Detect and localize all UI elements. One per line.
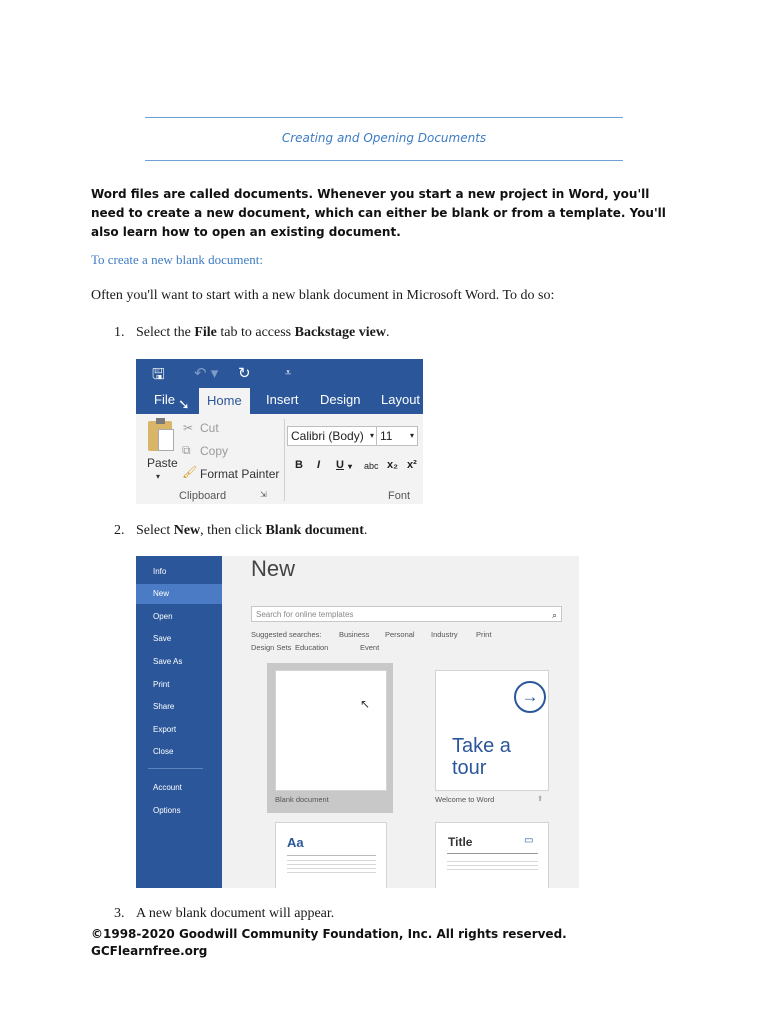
underline-dropdown-icon[interactable]: ▾ (348, 462, 353, 471)
nav-item-save[interactable]: Save (153, 634, 172, 643)
footer-site: GCFlearnfree.org (91, 944, 208, 958)
template-title-text: Title (448, 835, 473, 849)
nav-item-print[interactable]: Print (153, 680, 170, 689)
search-icon[interactable]: ⌕ (551, 610, 557, 620)
nav-item-options[interactable]: Options (153, 806, 181, 815)
group-label-clipboard: Clipboard (179, 490, 227, 502)
chevron-down-icon: ▾ (409, 431, 414, 440)
format-painter-icon: 🖌 (182, 465, 198, 479)
customize-qat-icon[interactable]: ⩡ (285, 367, 292, 379)
template-label-welcome: Welcome to Word (435, 795, 495, 804)
arrow-right-icon: → (514, 681, 546, 713)
copy-icon: ⧉ (182, 443, 191, 457)
format-painter-button[interactable]: Format Painter (200, 467, 280, 481)
font-size-select[interactable]: 11 ▾ (376, 426, 418, 446)
dialog-launcher-icon[interactable]: ⇲ (260, 490, 267, 499)
template-title[interactable] (435, 822, 549, 888)
template-blank-document[interactable] (275, 670, 387, 791)
tab-home[interactable]: Home (199, 388, 250, 414)
strikethrough-button[interactable]: abc (364, 461, 379, 471)
paragraph: Often you'll want to start with a new blank document in Microsoft Word. To do so: (91, 288, 555, 303)
subheading: To create a new blank document: (91, 252, 263, 267)
redo-icon[interactable]: ↻ (238, 365, 251, 382)
suggestion-industry[interactable]: Industry (431, 630, 458, 639)
nav-item-open[interactable]: Open (153, 612, 173, 621)
footer-copyright: ©1998-2020 Goodwill Community Foundation, Inc. All rights reserved. (91, 927, 567, 941)
undo-icon[interactable]: ↶ ▾ (194, 365, 219, 382)
nav-item-new[interactable]: New (153, 589, 170, 598)
template-aa-text: Aa (287, 835, 304, 850)
nav-item-export[interactable]: Export (153, 725, 177, 734)
nav-item-close[interactable]: Close (153, 747, 174, 756)
quick-access-toolbar (136, 359, 423, 388)
ribbon-screenshot (136, 359, 423, 504)
template-search-input[interactable]: Search for online templates ⌕ (251, 606, 562, 622)
ribbon-tabs (136, 388, 423, 414)
heading-top-rule (145, 117, 623, 118)
paste-dropdown-icon[interactable]: ▾ (156, 472, 161, 481)
font-name-select[interactable]: Calibri (Body) ▾ (287, 426, 378, 446)
suggestion-education[interactable]: Education (295, 643, 329, 652)
template-label-blank: Blank document (275, 795, 329, 804)
bold-button[interactable]: B (295, 459, 303, 471)
suggestion-event[interactable]: Event (360, 643, 380, 652)
suggestion-print[interactable]: Print (476, 630, 492, 639)
paste-button[interactable]: Paste (147, 456, 178, 470)
tab-file[interactable]: File (154, 392, 175, 407)
backstage-title: New (251, 556, 296, 581)
superscript-button[interactable]: x² (407, 459, 417, 471)
nav-selected-highlight (136, 584, 222, 604)
subscript-button[interactable]: x₂ (387, 459, 399, 471)
group-separator (284, 419, 285, 501)
nav-item-info[interactable]: Info (153, 567, 167, 576)
mouse-cursor-icon: ➘ (178, 396, 190, 412)
suggestion-personal[interactable]: Personal (385, 630, 415, 639)
underline-button[interactable]: U (336, 459, 344, 471)
document-heading: Creating and Opening Documents (281, 131, 487, 145)
suggestion-business[interactable]: Business (339, 630, 370, 639)
nav-divider (148, 768, 203, 769)
pin-icon[interactable]: ⬆ (537, 794, 544, 803)
template-take-a-tour[interactable] (435, 670, 549, 791)
template-aa[interactable] (275, 822, 387, 888)
intro-paragraph: Word files are called documents. Whenever you start a new project in Word, you'll need to create a new document, which can either be blank or from a template. You'll also learn how to open an existing document. (91, 187, 666, 239)
cut-icon: ✂ (183, 421, 194, 435)
tour-tile-text: Take a tour (452, 735, 511, 779)
tab-design[interactable]: Design (320, 392, 361, 407)
image-icon: ▭ (524, 835, 534, 846)
mouse-cursor-icon: ↖ (360, 697, 371, 711)
copy-button[interactable]: Copy (200, 444, 229, 458)
step-1: 1. Select the File tab to access Backstage view. (114, 325, 390, 340)
nav-item-share[interactable]: Share (153, 702, 175, 711)
cut-button[interactable]: Cut (200, 421, 219, 435)
backstage-screenshot (136, 556, 579, 888)
italic-button[interactable]: I (317, 459, 321, 471)
chevron-down-icon: ▾ (369, 431, 374, 440)
tab-insert[interactable]: Insert (266, 392, 299, 407)
tab-layout[interactable]: Layout (381, 392, 421, 407)
save-icon[interactable]: 🖫 (152, 366, 165, 383)
paste-icon[interactable] (148, 421, 172, 451)
nav-item-save-as[interactable]: Save As (153, 657, 183, 666)
backstage-sidebar (136, 556, 222, 888)
step-2: 2. Select New, then click Blank document. (114, 523, 368, 538)
step-3: 3. A new blank document will appear. (114, 906, 335, 921)
group-label-font: Font (388, 490, 411, 502)
suggested-searches-label: Suggested searches: (251, 630, 322, 639)
nav-item-account[interactable]: Account (153, 783, 182, 792)
heading-bottom-rule (145, 160, 623, 161)
suggestion-design-sets[interactable]: Design Sets (251, 643, 292, 652)
